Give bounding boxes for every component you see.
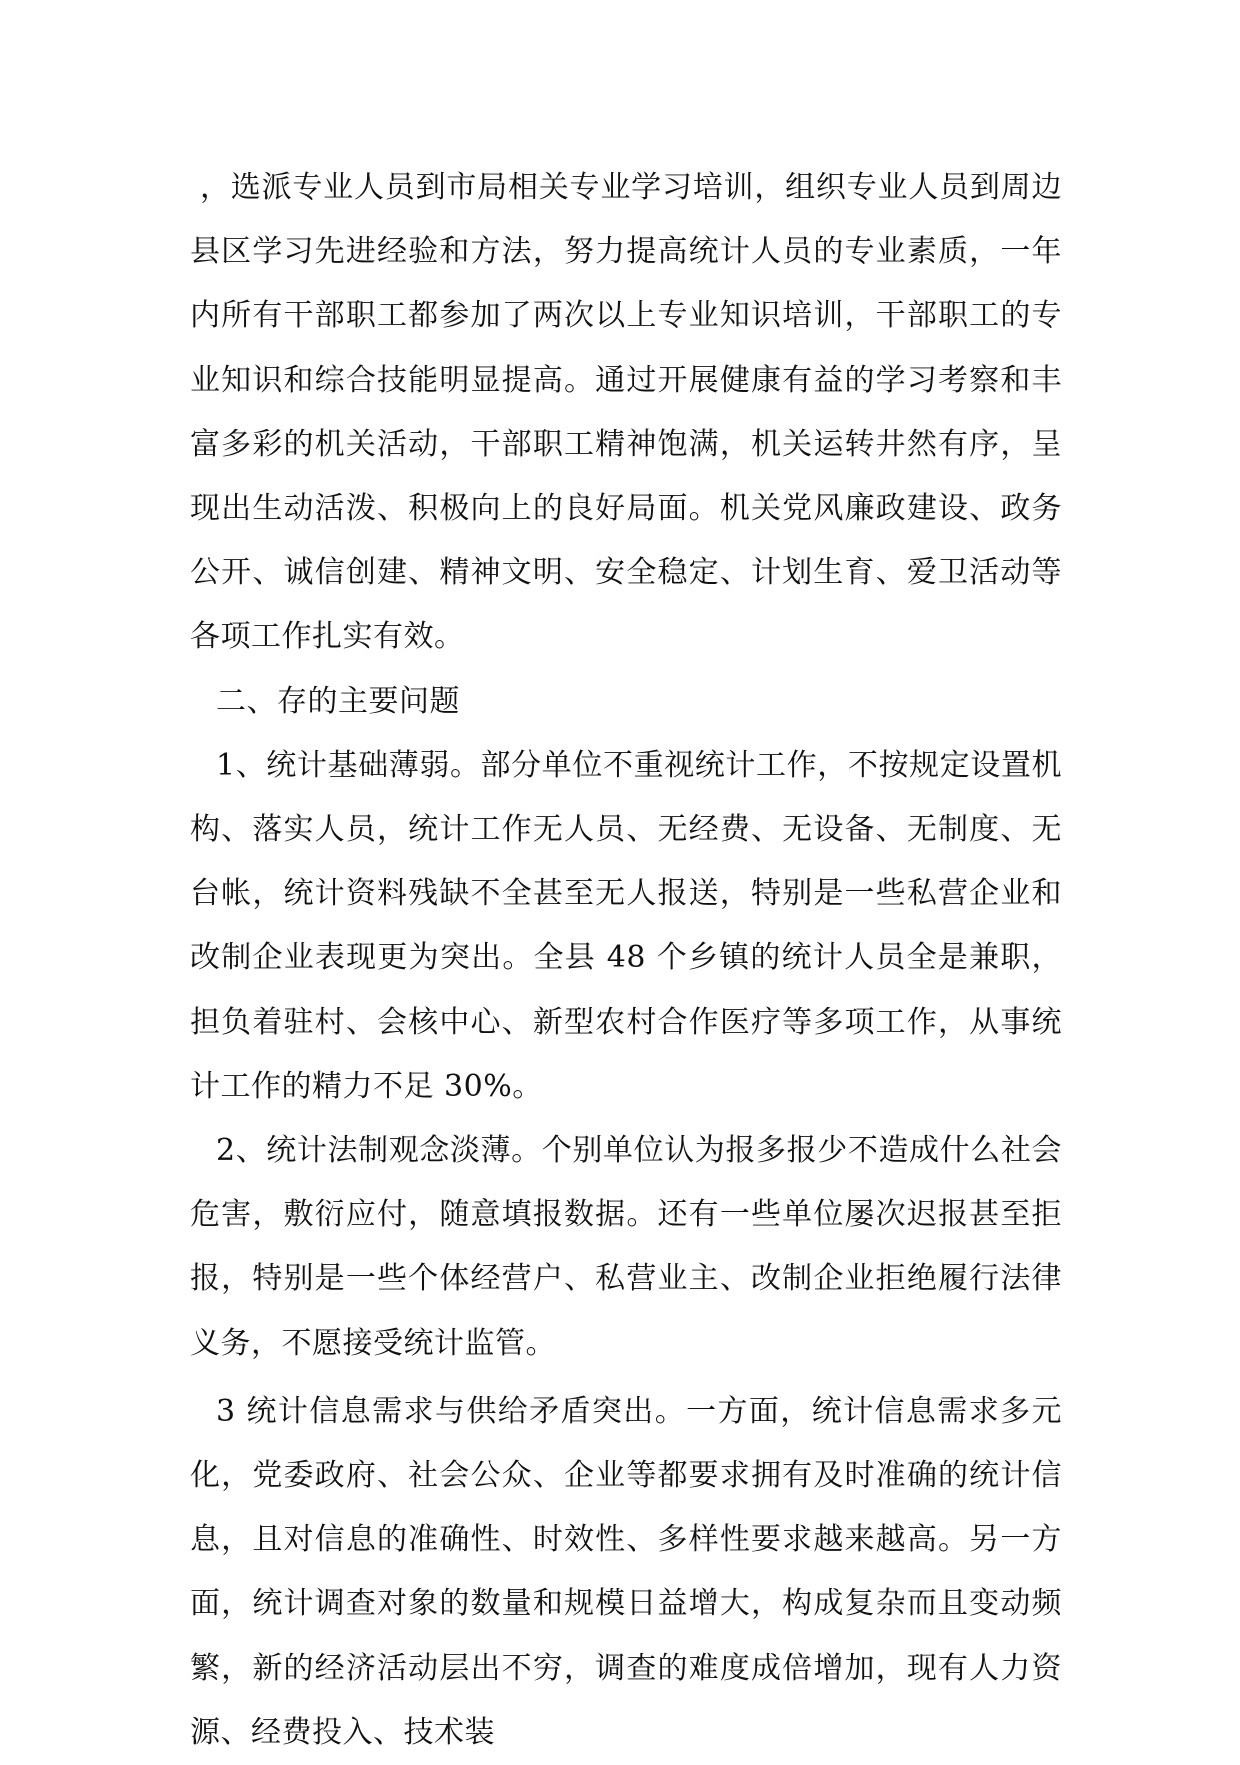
document-page — [190, 156, 1062, 1765]
paragraph-problem-1: 1、统计基础薄弱。部分单位不重视统计工作，不按规定设置机构、落实人员，统计工作无人员、无经费、无设备、无制度、无台帐，统计资料残缺不全甚至无人报送，特别是一些私营企业和改制企业表现更为突出。全县 48 个乡镇的统计人员全是兼职，担负着驻村、会核中心、新型农村合作医疗等多项工作，从事统计工作的精力不足 30%。 — [190, 747, 1062, 1104]
paragraph-problem-3: 3 统计信息需求与供给矛盾突出。一方面，统计信息需求多元化，党委政府、社会公众、企业等都要求拥有及时准确的统计信息，且对信息的准确性、时效性、多样性要求越来越高。另一方面，统计调查对象的数量和规模日益增大，构成复杂而且变动频繁，新的经济活动层出不穷，调查的难度成倍增加，现有人力资源、经费投入、技术装 — [190, 1393, 1062, 1750]
paragraph-continuation: ，选派专业人员到市局相关专业学习培训，组织专业人员到周边县区学习先进经验和方法，努力提高统计人员的专业素质，一年内所有干部职工都参加了两次以上专业知识培训，干部职工的专业知识和综合技能明显提高。通过开展健康有益的学习考察和丰富多彩的机关活动，干部职工精神饱满，机关运转井然有序，呈现出生动活泼、积极向上的良好局面。机关党风廉政建设、政务公开、诚信创建、精神文明、安全稳定、计划生育、爱卫活动等各项工作扎实有效。 — [190, 170, 1062, 655]
section-heading: 二、存的主要问题 — [216, 683, 460, 719]
paragraph-problem-2: 2、统计法制观念淡薄。个别单位认为报多报少不造成什么社会危害，敷衍应付，随意填报数据。还有一些单位屡次迟报甚至拒报，特别是一些个体经营户、私营业主、改制企业拒绝履行法律义务，不愿接受统计监管。 — [190, 1133, 1062, 1361]
